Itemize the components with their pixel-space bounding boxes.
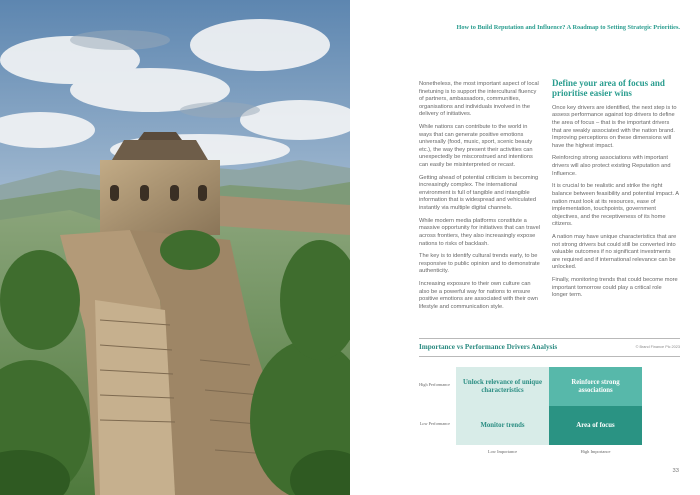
matrix-source: © Brand Finance Plc 2023 (635, 345, 680, 349)
paragraph: The key is to identify cultural trends early, to be responsive to public opinion and to demonstrate authenticity. (419, 253, 540, 275)
body-column-right (552, 79, 679, 305)
paragraph: Once key drivers are identified, the next step is to assess performance against top drivers to define the area of focus – that is the important drivers that are weakly associated with the nation brand. Improving perceptions on these dimensions will have the highest impact. (552, 104, 677, 149)
matrix-title: Importance vs Performance Drivers Analysis (419, 343, 558, 351)
body-column-left (419, 81, 541, 317)
paragraph: Getting ahead of potential criticism is becoming increasingly complex. The international environment is full of tangible and intangible information that is widespread and vehiculated instantly via multiple digital channels. (419, 174, 539, 212)
paragraph: While nations can contribute to the world in ways that can generate positive emotions universally (food, music, sport, scenic beauty etc.), the way they present their activities can unexpectedly be misconstrued and intentions can easily be misinterpreted or recast. (419, 124, 533, 168)
y-label-high: High Performance (419, 382, 450, 387)
x-label-high: High Importance (580, 449, 611, 454)
quadrant-area-of-focus: Area of focus (549, 406, 642, 445)
section-heading: Define your area of focus and prioritise easier wins (552, 78, 665, 98)
paragraph: It is crucial to be realistic and strike the right balance between feasibility and potential impact. A nation must look at its resources, ease of implementation, touchpoints, government objectives, and the receptiveness of its home citizens. (552, 183, 679, 228)
paragraph: Nonetheless, the most important aspect of local finetuning is to support the intercultural fluency of partners, ambassadors, communities, organisations and individuals involved in the delivery of initiatives. (419, 81, 539, 118)
matrix-top-rule (419, 338, 680, 339)
x-label-low: Low Importance (487, 449, 518, 454)
matrix-title-rule (419, 356, 680, 357)
paragraph: Reinforcing strong associations with important drivers will also protect existing Reputation and Influence. (552, 155, 671, 177)
quadrant-reinforce-associations: Reinforce strong associations (549, 367, 642, 406)
y-label-low: Low Performance (419, 421, 450, 426)
paragraph: Finally, monitoring trends that could become more important tomorrow could play a critical role longer term. (552, 277, 678, 299)
page-number: 33 (672, 468, 679, 474)
paragraph: While modern media platforms constitute a massive opportunity for initiatives that can travel across frontiers, they also increasingly expose nations to risks of backlash. (419, 217, 541, 247)
quadrant-monitor-trends: Monitor trends (456, 406, 549, 445)
paragraph: A nation may have unique characteristics that are not strong drivers but could still be converted into valuable outcomes if no significant investments are required and if international relevance can be unlocked. (552, 234, 677, 271)
quadrant-unlock-relevance: Unlock relevance of unique characteristics (456, 367, 549, 406)
page-header-title: How to Build Reputation and Influence? A Roadmap to Setting Strategic Priorities. (456, 24, 680, 31)
paragraph: Increasing exposure to their own culture can also be a powerful way for nations to ensure positive emotions are associated with their own lifestyle and communication style. (419, 281, 538, 310)
